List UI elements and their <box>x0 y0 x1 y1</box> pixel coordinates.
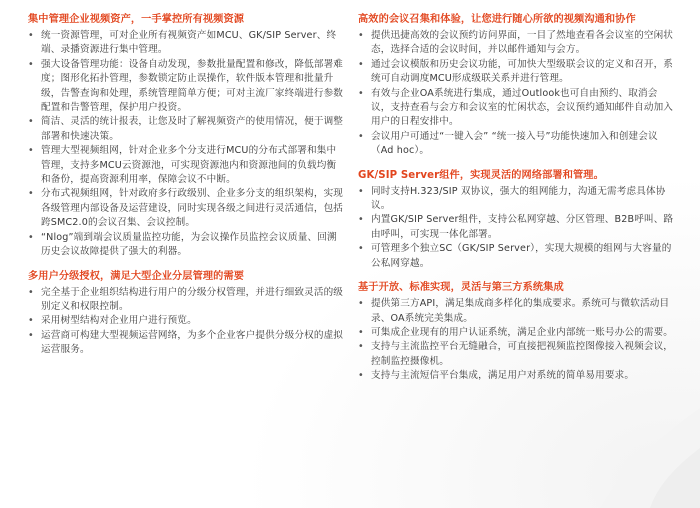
section-third-party-integration <box>358 280 676 383</box>
list-item-text: 提供第三方API，满足集成商多样化的集成要求。系统可与微软活动目录、OA系统完美集成。 <box>371 298 670 324</box>
bullet-dot: • <box>28 188 34 200</box>
bullet-dot: • <box>28 30 34 41</box>
section-heading: 基于开放、标准实现，灵活与第三方系统集成 <box>358 282 564 294</box>
bullet-dot: • <box>358 87 364 99</box>
list-item-text: 会议用户可通过“一键入会” “统一接入号”功能快速加入和创建会议（Ad hoc）。 <box>371 130 658 157</box>
bullet-dot: • <box>358 185 364 197</box>
list-item <box>358 340 676 369</box>
list-item-text: 提供迅捷高效的会议预约访问界面，一目了然地查看各会议室的空闲状态，选择合适的会议时间，并以邮件通知与会方。 <box>371 30 674 56</box>
section-efficient-meetings <box>358 12 676 159</box>
list-item <box>28 286 346 315</box>
list-item <box>28 329 346 358</box>
section-multi-user-authorization <box>28 269 346 358</box>
list-item-text: 支持与主流监控平台无缝融合，可直接把视频监控图像接入视频会议，控制监控摄像机。 <box>371 341 674 367</box>
bullet-dot: • <box>358 58 364 70</box>
feature-list <box>28 29 346 260</box>
list-item <box>358 185 676 214</box>
section-heading: 高效的会议召集和体验，让您进行随心所欲的视频沟通和协作 <box>358 14 636 25</box>
section-heading: 集中管理企业视频资产，一手掌控所有视频资源 <box>28 14 245 25</box>
list-item-text: 统一资源管理，可对企业所有视频资产如MCU、GK/SIP Server、终端、录播资源进行集中管理。 <box>41 30 337 56</box>
list-item-text: 有效与企业OA系统进行集成，通过Outlook也可自由预约、取消会议，支持查看与会方和会议室的忙闲状态，会议预约通知邮件自动加入用户的日程安排中。 <box>371 87 674 128</box>
bullet-dot: • <box>358 298 364 310</box>
section-heading: GK/SIP Server组件，实现灵活的网络部署和管理。 <box>358 169 604 181</box>
list-item <box>358 242 676 271</box>
bullet-dot: • <box>28 58 34 70</box>
list-item-text: 运营商可构建大型视频运营网络，为多个企业客户提供分级分权的虚拟运营服务。 <box>41 329 344 356</box>
list-item <box>358 58 676 87</box>
bullet-dot: • <box>358 243 364 255</box>
left-column <box>28 12 346 358</box>
list-item-text: 支持与主流短信平台集成，满足用户对系统的简单易用要求。 <box>371 370 635 382</box>
list-item-text: 强大设备管理功能：设备自动发现，参数批量配置和修改，降低部署难度；图形化拓扑管理，参数锁定防止误操作，软件版本管理和批量升级，告警查询和处理，系统管理简单方便；可对主流厂家终端进行参数配置和告警管理，保护用户投资。 <box>41 58 344 114</box>
bullet-dot: • <box>358 30 364 41</box>
list-item-text: 同时支持H.323/SIP 双协议，强大的组网能力，沟通无需考虑具体协议。 <box>371 185 666 212</box>
section-heading: 多用户分级授权，满足大型企业分层管理的需要 <box>28 270 245 282</box>
list-item <box>358 369 676 383</box>
bullet-dot: • <box>358 214 364 226</box>
list-item <box>28 29 346 58</box>
bullet-dot: • <box>28 315 34 327</box>
list-item-text: 分布式视频组网，针对政府多行政级别、企业多分支的组织架构，实现各级管理内部设备及运营建设，同时实现各级之间进行灵活通信，包括跨SMC2.0的会议召集、会议控制。 <box>41 188 344 229</box>
feature-list <box>358 29 676 159</box>
right-column <box>358 12 676 384</box>
list-item-text: 可管理多个独立SC（GK/SIP Server），实现大规模的组网与大容量的公私网穿越。 <box>371 243 672 269</box>
feature-list <box>28 286 346 358</box>
background-decoration <box>540 388 700 508</box>
list-item <box>358 87 676 130</box>
list-item <box>28 314 346 328</box>
bullet-dot: • <box>358 370 364 382</box>
list-item-text: 简洁、灵活的统计报表，让您及时了解视频资产的使用情况，便于调整部署和快速决策。 <box>41 116 344 142</box>
list-item <box>28 115 346 144</box>
list-item <box>28 144 346 187</box>
bullet-dot: • <box>28 116 34 128</box>
section-centralized-management <box>28 12 346 260</box>
list-item <box>28 231 346 260</box>
list-item <box>28 58 346 116</box>
list-item <box>358 130 676 159</box>
feature-list <box>358 185 676 271</box>
list-item-text: 完全基于企业组织结构进行用户的分级分权管理，并进行细致灵活的级别定义和权限控制。 <box>41 286 344 312</box>
section-gk-sip-server <box>358 168 676 271</box>
list-item <box>28 187 346 230</box>
bullet-dot: • <box>358 341 364 353</box>
bullet-dot: • <box>358 326 364 338</box>
list-item-text: 可集成企业现有的用户认证系统，满足企业内部统一账号办公的需要。 <box>371 326 674 338</box>
bullet-dot: • <box>28 231 34 243</box>
list-item <box>358 213 676 242</box>
list-item <box>358 29 676 58</box>
list-item-text: 通过会议模版和历史会议功能，可加快大型级联会议的定义和召开，系统可自动调度MCU形成级联关系并进行管理。 <box>371 58 674 85</box>
list-item <box>358 326 676 340</box>
list-item-text: “Nlog”端到端会议质量监控功能，为会议操作员监控会议质量、回溯历史会议故障提供了强大的利器。 <box>41 231 337 258</box>
list-item-text: 内置GK/SIP Server组件，支持公私网穿越、分区管理、B2B呼叫、路由呼叫，可实现一体化部署。 <box>371 214 674 240</box>
list-item <box>358 297 676 326</box>
bullet-dot: • <box>28 329 34 341</box>
list-item-text: 采用树型结构对企业用户进行预览。 <box>41 315 197 327</box>
bullet-dot: • <box>358 130 364 142</box>
bullet-dot: • <box>28 286 34 298</box>
bullet-dot: • <box>28 145 34 157</box>
feature-list <box>358 297 676 383</box>
list-item-text: 管理大型视频组网，针对企业多个分支进行MCU的分布式部署和集中管理，支持多MCU云资源池，可实现资源池内和资源池间的负载均衡和备份，提高资源利用率，保障会议不中断。 <box>41 145 337 186</box>
